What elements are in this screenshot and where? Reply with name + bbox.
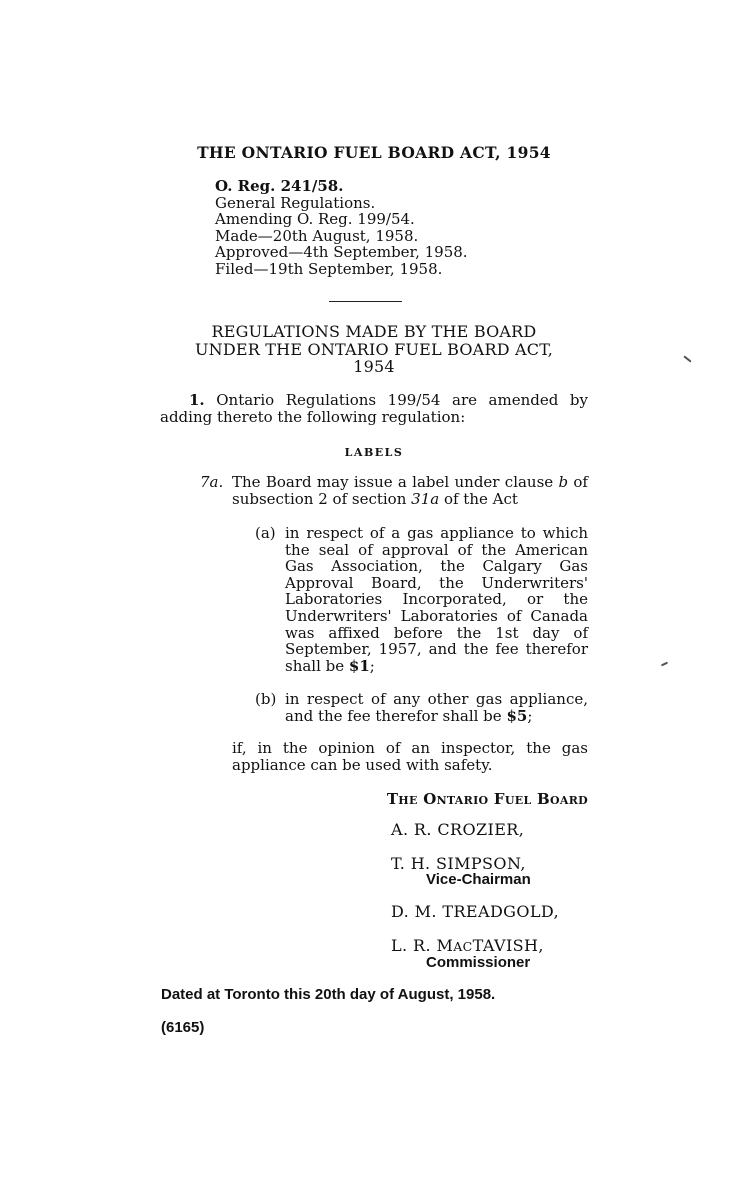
- clause-reference: b: [558, 473, 569, 491]
- section-text: of the Act: [439, 489, 518, 508]
- signatory-initials: A. R.: [391, 820, 432, 839]
- signatory-title: Commissioner: [426, 954, 531, 971]
- signatory-initials: T. H.: [391, 854, 431, 873]
- clause-text: in respect of any other gas appliance, and the fee therefor shall be: [285, 690, 588, 725]
- heading-line: REGULATIONS MADE BY THE BOARD: [211, 322, 537, 341]
- clause-b-paragraph: [255, 690, 588, 725]
- section-text: of subsection 2 of section: [232, 473, 588, 508]
- section-text: The Board may issue a label under clause: [232, 473, 559, 491]
- signatory-name: [391, 820, 524, 839]
- file-number: (6165): [161, 1019, 205, 1036]
- surname-part: M: [436, 936, 454, 955]
- closing-paragraph: if, in the opinion of an inspector, the gas appliance can be used with safety.: [232, 739, 588, 774]
- board-name: The Ontario Fuel Board: [386, 790, 588, 808]
- signatory-surname: [436, 936, 543, 955]
- fee-amount: $5: [506, 706, 528, 725]
- section-1-paragraph: [160, 392, 588, 425]
- regulations-heading: [160, 323, 588, 376]
- labels-heading: LABELS: [344, 446, 404, 459]
- regulation-line: Filed—19th September, 1958.: [215, 259, 443, 278]
- regulation-line: Made—20th August, 1958.: [215, 226, 419, 245]
- dated-line: Dated at Toronto this 20th day of August, 1958.: [161, 986, 496, 1003]
- signatory-name: [391, 902, 559, 921]
- clause-end: ;: [527, 706, 533, 725]
- regulation-number: O. Reg. 241/58.: [215, 177, 344, 195]
- signatory-initials: L. R.: [391, 936, 431, 955]
- act-title: THE ONTARIO FUEL BOARD ACT, 1954: [197, 143, 551, 162]
- clause-text: in respect of a gas appliance to which the seal of approval of the American Gas Association, the Calgary Gas Approval Board, the Underwriters' Laboratories Incorporated, or the Underwriters' Laboratories of Canada was affixed before the 1st day of September, 1957, and the fee therefor shall be: [285, 524, 588, 675]
- heading-line: UNDER THE ONTARIO FUEL BOARD ACT,: [194, 339, 554, 359]
- section-divider: [329, 301, 402, 302]
- signatory-initials: D. M.: [391, 902, 437, 921]
- regulation-line: Approved—4th September, 1958.: [215, 243, 468, 262]
- scan-speck: [683, 355, 691, 362]
- section-text: Ontario Regulations 199/54 are amended by adding thereto the following regulation:: [160, 391, 588, 426]
- clause-label: (b): [255, 690, 277, 708]
- section-7a-paragraph: [200, 473, 588, 508]
- clause-label: (a): [255, 524, 276, 542]
- scan-speck: [661, 662, 668, 667]
- section-number: 1.: [189, 391, 205, 409]
- surname-part: TAVISH,: [472, 936, 544, 955]
- regulation-info: [215, 178, 468, 278]
- section-number: 7a.: [200, 473, 224, 491]
- surname-part: AC: [453, 939, 473, 954]
- fee-amount: $1: [348, 656, 370, 675]
- signatory-surname: CROZIER,: [437, 820, 525, 839]
- signatory-title: Vice-Chairman: [426, 871, 531, 888]
- regulation-line: General Regulations.: [215, 193, 376, 212]
- signatory-name: [391, 936, 544, 955]
- signatory-surname: TREADGOLD,: [442, 902, 560, 921]
- section-reference: 31a: [411, 489, 440, 508]
- heading-line: 1954: [353, 357, 395, 376]
- clause-a-paragraph: [255, 524, 588, 675]
- signatory-surname: SIMPSON,: [436, 854, 526, 873]
- regulation-line: Amending O. Reg. 199/54.: [215, 210, 415, 229]
- clause-end: ;: [369, 656, 375, 675]
